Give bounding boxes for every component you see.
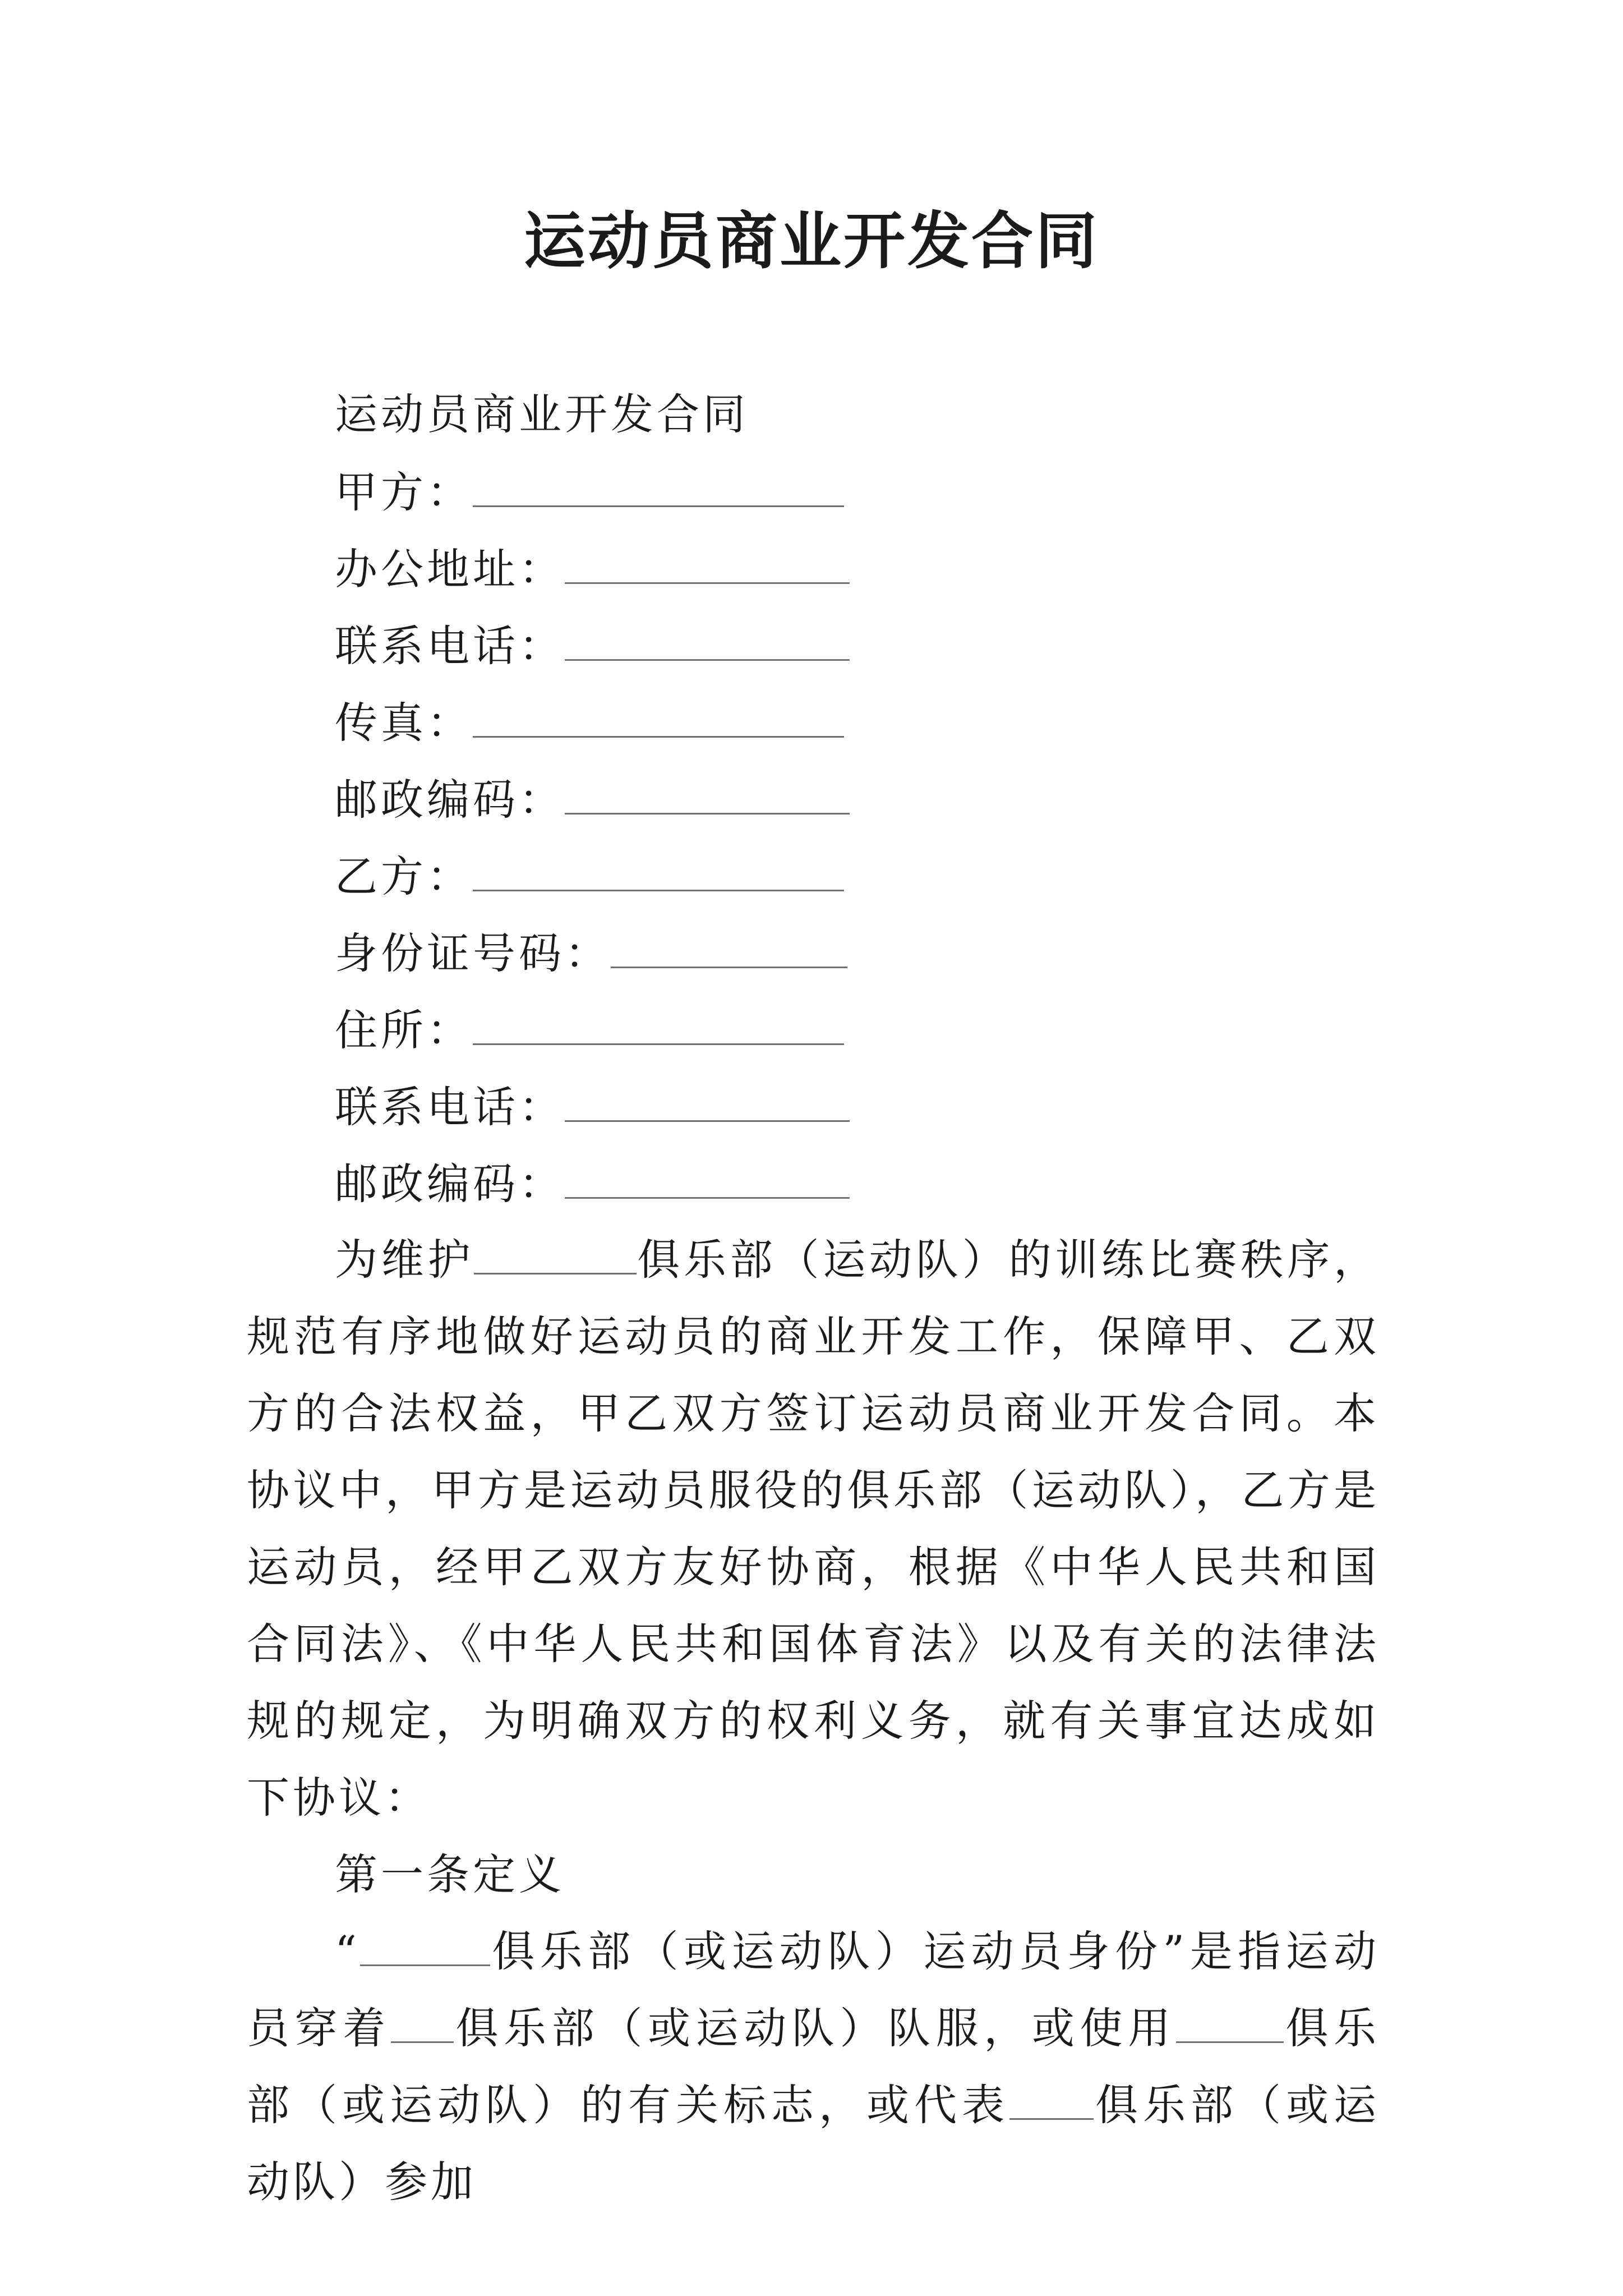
id-number-blank	[611, 914, 847, 968]
article-1-text-1: “	[335, 1926, 360, 1976]
fax-blank	[473, 683, 844, 738]
document-title: 运动员商业开发合同	[524, 205, 1099, 277]
article-1-text-3: 俱乐部（或运动队）队服，或使用	[453, 2003, 1176, 2053]
article-1-heading: 第一条定义	[335, 1849, 565, 1899]
phone-a-blank	[565, 606, 850, 661]
field-label: 邮政编码：	[335, 775, 565, 825]
field-phone-b	[247, 1068, 1380, 1144]
article-1-paragraph	[247, 1913, 1380, 2220]
field-label: 办公地址：	[335, 544, 565, 594]
article-1-text-5: 俱乐部（或运动队）参加	[247, 2080, 1380, 2207]
field-postcode-b	[247, 1144, 1380, 1221]
field-id-number	[247, 914, 1380, 991]
intro-text-2: 俱乐部（运动队）的训练比赛秩序，规范有序地做好运动员的商业开发工作，保障甲、乙双方的合法权益，甲乙双方签订运动员商业开发合同。本协议中，甲方是运动员服役的俱乐部（运动队），乙方是运动员，经甲乙双方友好协商，根据《中华人民共和国合同法》、《中华人民共和国体育法》以及有关的法律法规的规定，为明确双方的权利义务，就有关事宜达成如下协议：	[247, 1235, 1380, 1823]
club-name-blank	[474, 1237, 637, 1274]
field-fax	[247, 683, 1380, 760]
club-blank-4	[1009, 2082, 1094, 2120]
field-label: 邮政编码：	[335, 1159, 565, 1209]
field-label: 联系电话：	[335, 1082, 565, 1132]
field-label: 住所：	[335, 1005, 473, 1055]
field-label: 乙方：	[335, 852, 473, 901]
intro-text-1: 为维护	[335, 1235, 474, 1285]
party-a-blank	[473, 453, 844, 507]
intro-paragraph	[247, 1221, 1380, 1836]
field-phone-a	[247, 606, 1380, 683]
club-blank-1	[360, 1929, 490, 1966]
postcode-b-blank	[565, 1144, 850, 1199]
document-subtitle: 运动员商业开发合同	[335, 389, 749, 439]
article-1-text-4: 俱乐部（或运动队）的有关标志，或代表	[247, 2003, 1380, 2130]
club-blank-3	[1176, 2005, 1284, 2043]
postcode-a-blank	[565, 760, 850, 815]
field-label: 甲方：	[335, 467, 473, 517]
field-residence	[247, 991, 1380, 1068]
residence-blank	[473, 991, 844, 1045]
article-1-text-2: 俱乐部（或运动队）运动员身份”是指运动员穿着	[247, 1926, 1380, 2053]
field-party-a	[247, 453, 1380, 530]
field-party-b	[247, 837, 1380, 914]
document-body	[247, 376, 1380, 2220]
field-office-address	[247, 530, 1380, 606]
field-label: 传真：	[335, 698, 473, 748]
club-blank-2	[391, 2005, 454, 2043]
field-label: 身份证号码：	[335, 928, 611, 978]
field-postcode-a	[247, 760, 1380, 837]
field-label: 联系电话：	[335, 621, 565, 671]
office-address-blank	[565, 530, 850, 584]
party-b-blank	[473, 837, 844, 891]
phone-b-blank	[565, 1068, 850, 1122]
